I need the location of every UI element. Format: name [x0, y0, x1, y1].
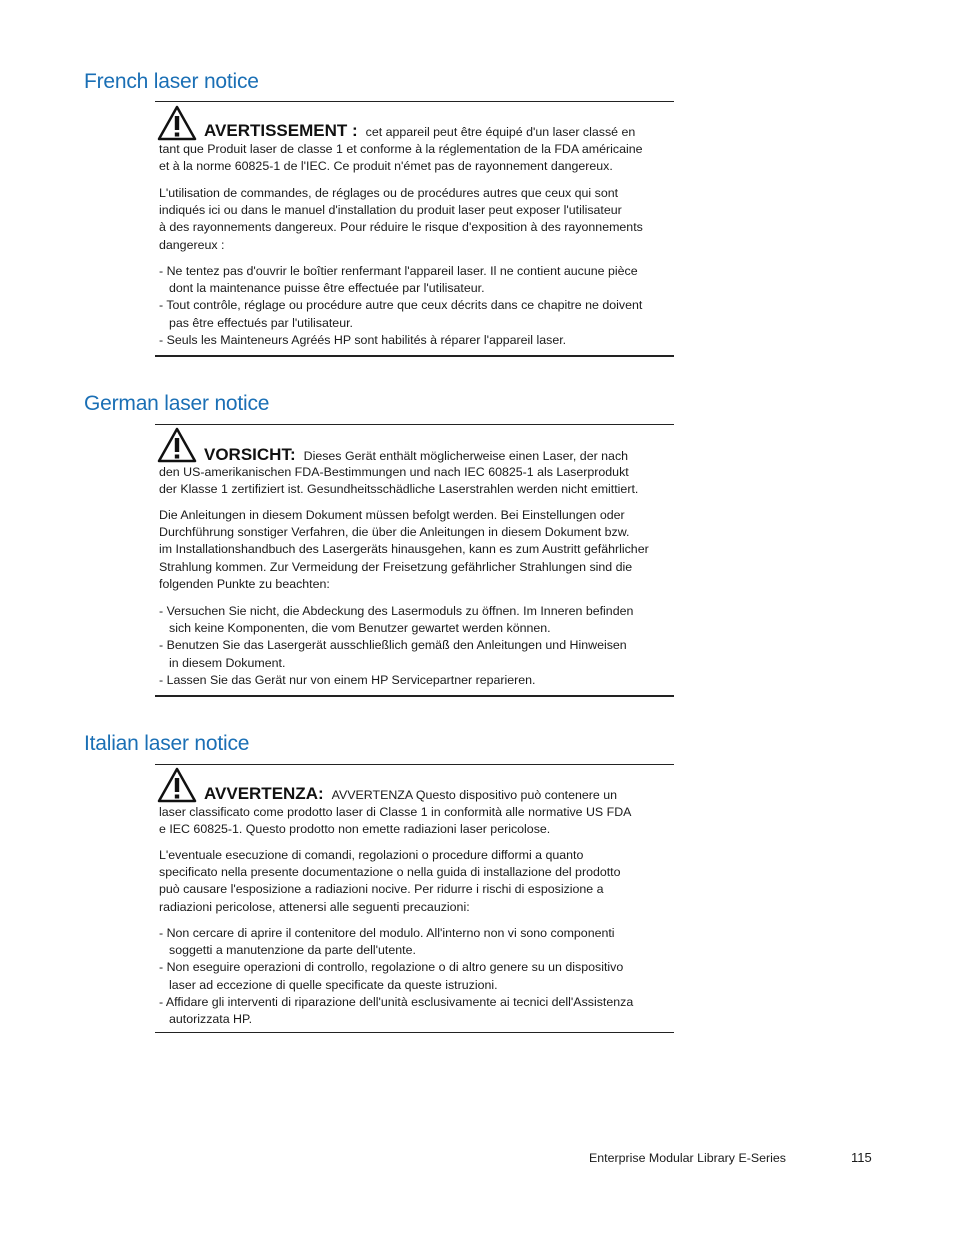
italian-warning-heading — [204, 784, 617, 804]
french-warning-first-line: cet appareil peut être équipé d'un laser classé en — [365, 125, 636, 139]
text-line: laser classificato come prodotto laser di Classe 1 in conformità alle normative US FDA — [159, 805, 632, 819]
french-bottom-rule — [155, 355, 674, 357]
warning-icon — [157, 105, 197, 141]
italian-bottom-rule — [155, 1032, 674, 1033]
page-number: 115 — [851, 1150, 872, 1165]
italian-paragraph — [159, 847, 675, 916]
text-line: Durchführung sonstiger Verfahren, die über die Anleitungen in diesem Dokument bzw. — [159, 525, 630, 540]
italian-top-rule — [155, 764, 674, 765]
list-item-continuation: in diesem Dokument. — [169, 655, 286, 670]
footer-document-title: Enterprise Modular Library E-Series — [589, 1151, 786, 1165]
list-item: - Lassen Sie das Gerät nur von einem HP Servicepartner reparieren. — [159, 672, 536, 687]
german-bullet-list — [159, 603, 675, 689]
french-bullet-list — [159, 263, 675, 349]
warning-icon — [157, 767, 197, 803]
french-warning-label: AVERTISSEMENT : — [204, 121, 358, 140]
list-item: - Tout contrôle, réglage ou procédure autre que ceux décrits dans ce chapitre ne doivent — [159, 298, 643, 313]
french-section-title: French laser notice — [84, 70, 259, 93]
italian-bullet-list — [159, 925, 675, 1028]
text-line: folgenden Punkte zu beachten: — [159, 576, 330, 591]
list-item: - Versuchen Sie nicht, die Abdeckung des Lasermoduls zu öffnen. Im Inneren befinden — [159, 604, 634, 618]
text-line: der Klasse 1 zertifiziert ist. Gesundheitsschädliche Laserstrahlen werden nicht emittiert. — [159, 482, 639, 497]
list-item: - Affidare gli interventi di riparazione dell'unità esclusivamente ai tecnici dell'Assistenza — [159, 994, 634, 1009]
german-section-title: German laser notice — [84, 392, 270, 415]
list-item-continuation: soggetti a manutenzione da parte dell'utente. — [169, 943, 416, 958]
text-line: specificato nella presente documentazione o nella guida di installazione del prodotto — [159, 865, 621, 880]
italian-warning-text — [159, 804, 675, 838]
german-warning-label: VORSICHT: — [204, 445, 296, 464]
text-line: indiqués ici ou dans le manuel d'installation du produit laser peut exposer l'utilisateur — [159, 203, 622, 218]
text-line: dangereux : — [159, 237, 225, 252]
warning-icon — [157, 427, 197, 463]
list-item-continuation: laser ad eccezione di quelle specificate da queste istruzioni. — [169, 977, 498, 992]
text-line: L'utilisation de commandes, de réglages ou de procédures autres que ceux qui sont — [159, 186, 619, 200]
italian-warning-label: AVVERTENZA: — [204, 784, 324, 803]
text-line: L'eventuale esecuzione di comandi, regolazioni o procedure difformi a quanto — [159, 848, 584, 862]
text-line: e IEC 60825-1. Questo prodotto non emette radiazioni laser pericolose. — [159, 822, 551, 837]
text-line: den US-amerikanischen FDA-Bestimmungen und nach IEC 60825-1 als Laserprodukt — [159, 465, 629, 479]
text-line: radiazioni pericolose, attenersi alle seguenti precauzioni: — [159, 899, 470, 914]
german-warning-heading — [204, 445, 628, 465]
german-paragraph — [159, 507, 675, 593]
list-item: - Benutzen Sie das Lasergerät ausschließlich gemäß den Anleitungen und Hinweisen — [159, 638, 627, 653]
text-line: Strahlung kommen. Zur Vermeidung der Freisetzung gefährlicher Strahlungen sind die — [159, 559, 633, 574]
list-item: - Non eseguire operazioni di controllo, regolazione o di altro genere su un dispositivo — [159, 960, 624, 975]
list-item-continuation: sich keine Komponenten, die vom Benutzer gewartet werden können. — [169, 621, 551, 636]
italian-section-title: Italian laser notice — [84, 732, 250, 755]
text-line: à des rayonnements dangereux. Pour réduire le risque d'exposition à des rayonnements — [159, 220, 643, 235]
text-line: im Installationshandbuch des Lasergeräts hinausgehen, kann es zum Austritt gefährlicher — [159, 542, 649, 557]
french-paragraph — [159, 185, 675, 254]
list-item-continuation: autorizzata HP. — [169, 1012, 253, 1027]
list-item-continuation: dont la maintenance puisse être effectuée par l'utilisateur. — [169, 281, 485, 296]
text-line: tant que Produit laser de classe 1 et conforme à la réglementation de la FDA américaine — [159, 142, 643, 156]
italian-warning-first-line: AVVERTENZA Questo dispositivo può contenere un — [331, 788, 618, 802]
german-bottom-rule — [155, 695, 674, 697]
text-line: Die Anleitungen in diesem Dokument müssen befolgt werden. Bei Einstellungen oder — [159, 508, 625, 522]
list-item: - Non cercare di aprire il contenitore del modulo. All'interno non vi sono componenti — [159, 926, 615, 940]
text-line: può causare l'esposizione a radiazioni nocive. Per ridurre i rischi di esposizione a — [159, 882, 604, 897]
french-warning-heading — [204, 121, 635, 141]
list-item-continuation: pas être effectués par l'utilisateur. — [169, 315, 353, 330]
french-top-rule — [155, 101, 674, 102]
list-item: - Seuls les Mainteneurs Agréés HP sont habilités à réparer l'appareil laser. — [159, 332, 567, 347]
list-item: - Ne tentez pas d'ouvrir le boîtier renfermant l'appareil laser. Il ne contient aucune pièce — [159, 264, 638, 278]
french-warning-text — [159, 141, 675, 175]
german-warning-text — [159, 464, 675, 498]
german-top-rule — [155, 424, 674, 425]
text-line: et à la norme 60825-1 de l'IEC. Ce produit n'émet pas de rayonnement dangereux. — [159, 159, 613, 174]
german-warning-first-line: Dieses Gerät enthält möglicherweise einen Laser, der nach — [303, 449, 629, 463]
